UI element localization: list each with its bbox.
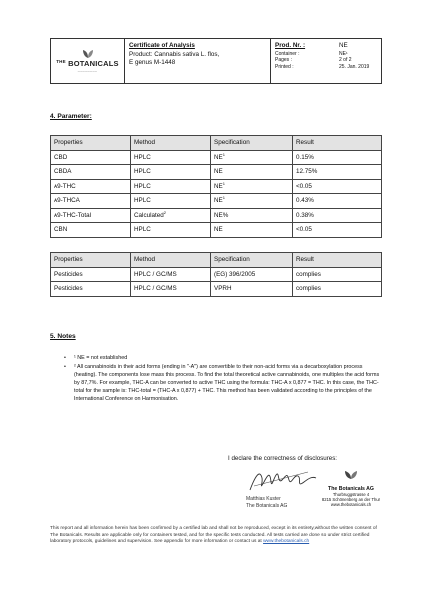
company-logo [51, 39, 125, 83]
company-stamp [318, 467, 384, 507]
row-result: 0.43% [293, 194, 382, 209]
row-specification: VPRH [211, 282, 293, 297]
prod-nr-value: NE [339, 42, 348, 49]
row-method: HPLC [131, 165, 211, 180]
pesticide-table [50, 252, 382, 297]
row-property: ᴀ9-THCA [51, 194, 131, 209]
signer-info [246, 496, 287, 510]
table-header-row [51, 136, 382, 151]
row-property: CBDA [51, 165, 131, 180]
logo-name: BOTANICALS [68, 59, 119, 68]
header-method: Method [131, 253, 211, 268]
stamp-web: www.thebotanicals.ch [330, 502, 372, 507]
logo-wordmark [56, 59, 119, 68]
row-property: ᴀ9-THC [51, 179, 131, 194]
table-row [51, 179, 382, 194]
prod-nr-label: Prod. Nr. : [275, 42, 306, 49]
row-property: Pesticides [51, 267, 131, 282]
signer-name: Matthias Kuster [246, 496, 281, 502]
table-row [51, 150, 382, 165]
certificate-title: Certificate of Analysis [129, 42, 195, 49]
stamp-leaf-icon [343, 470, 359, 480]
container-value: NE¹ [339, 50, 348, 57]
footer-link[interactable]: www.thebotanicals.ch [263, 539, 310, 545]
row-result: <0.05 [293, 223, 382, 238]
header-method: Method [131, 136, 211, 151]
header-specification: Specification [211, 253, 293, 268]
row-method: HPLC [131, 179, 211, 194]
row-specification: $NE^1$ [211, 150, 293, 165]
row-specification: NE [211, 165, 293, 180]
header-properties: Properties [51, 136, 131, 151]
certificate-info [125, 39, 271, 83]
table-row [51, 282, 382, 297]
row-method: HPLC / GC/MS [131, 267, 211, 282]
row-specification: $NE^1$ [211, 179, 293, 194]
list-item: • ² All cannabinoids in their acid forms (ending in "-A") are convertible to their non-acid forms via a decarboxylation process (heating). The components lose mass this process. To find the total theoretical active cannabinoids, one multiples the acid forms by 87,7%. For example, THC-A can be converted to active THC using the formula: THC-A x 0,877 = THC. In this case, the THC-total for the sample is: THC-total = (THC-A x 0,877) + THC. This method has been validated according to the principles of the International Conference on Harmonisation. [64, 363, 386, 403]
pages-value: 2 of 2 [339, 57, 352, 64]
row-result: 0.15% [293, 150, 382, 165]
logo-prefix: THE [56, 59, 66, 64]
row-method: HPLC / GC/MS [131, 282, 211, 297]
row-specification: NE% [211, 208, 293, 223]
printed-label: Printed : [275, 63, 294, 70]
row-property: Pesticides [51, 282, 131, 297]
row-specification: (EG) 396/2005 [211, 267, 293, 282]
row-property: CBN [51, 223, 131, 238]
row-method: HPLC [131, 194, 211, 209]
table-row [51, 223, 382, 238]
product-line: Product: Cannabis sativa L. flos, [129, 50, 220, 58]
table-row [51, 194, 382, 209]
table-row [51, 267, 382, 282]
declaration-text: I declare the correctness of disclosures: [228, 455, 338, 462]
leaf-logo-icon [82, 49, 94, 59]
row-property: CBD [51, 150, 131, 165]
notes-list [64, 354, 386, 404]
row-method: Calculated$^2$ [131, 208, 211, 223]
header-result: Result [293, 136, 382, 151]
list-item: • ¹ NE = not established [64, 354, 386, 362]
logo-tagline-line: ──────── [77, 69, 98, 73]
stamp-city: 8215 Schönenberg an der Thur [321, 497, 381, 502]
row-method: HPLC [131, 223, 211, 238]
notes-section-title: 5. Notes [50, 333, 76, 340]
signer-company: The Botanicals AG [246, 503, 288, 509]
cannabinoid-table [50, 135, 382, 238]
footer-disclaimer [50, 526, 385, 546]
row-property: ᴀ9-THC-Total [51, 208, 131, 223]
row-method: HPLC [131, 150, 211, 165]
header-properties: Properties [51, 253, 131, 268]
row-result: complies [293, 267, 382, 282]
header-result: Result [293, 253, 382, 268]
pages-label: Pages : [275, 57, 292, 64]
row-result: complies [293, 282, 382, 297]
row-result: 0.38% [293, 208, 382, 223]
stamp-company: The Botanicals AG [328, 486, 374, 492]
document-header [50, 38, 382, 84]
row-specification: $NE^1$ [211, 194, 293, 209]
row-result: 12.75% [293, 165, 382, 180]
footer-text: This report and all information herein has been confirmed by a certified lab and shall not be reproduced, except in its entirety,without the written consent of The Botanicals. Results are applicable only for containers tested, and for the specific tests conducted. All tests carried are done so under strict certified laboratory protocols, guidelines and supervision. See appendix for more information or contact us at [50, 526, 377, 545]
signature-image [246, 464, 318, 496]
product-meta [271, 39, 381, 83]
row-specification: NE [211, 223, 293, 238]
table-row [51, 165, 382, 180]
table-header-row [51, 253, 382, 268]
table-row [51, 208, 382, 223]
container-label: Container : [275, 50, 300, 57]
row-result: <0.05 [293, 179, 382, 194]
parameter-section-title: 4. Parameter: [50, 113, 92, 120]
stamp-street: Thurbruggstrasse 4 [332, 492, 370, 497]
header-specification: Specification [211, 136, 293, 151]
genus-line: E genus M-1448 [129, 59, 176, 66]
printed-value: 25. Jan. 2019 [339, 63, 370, 70]
